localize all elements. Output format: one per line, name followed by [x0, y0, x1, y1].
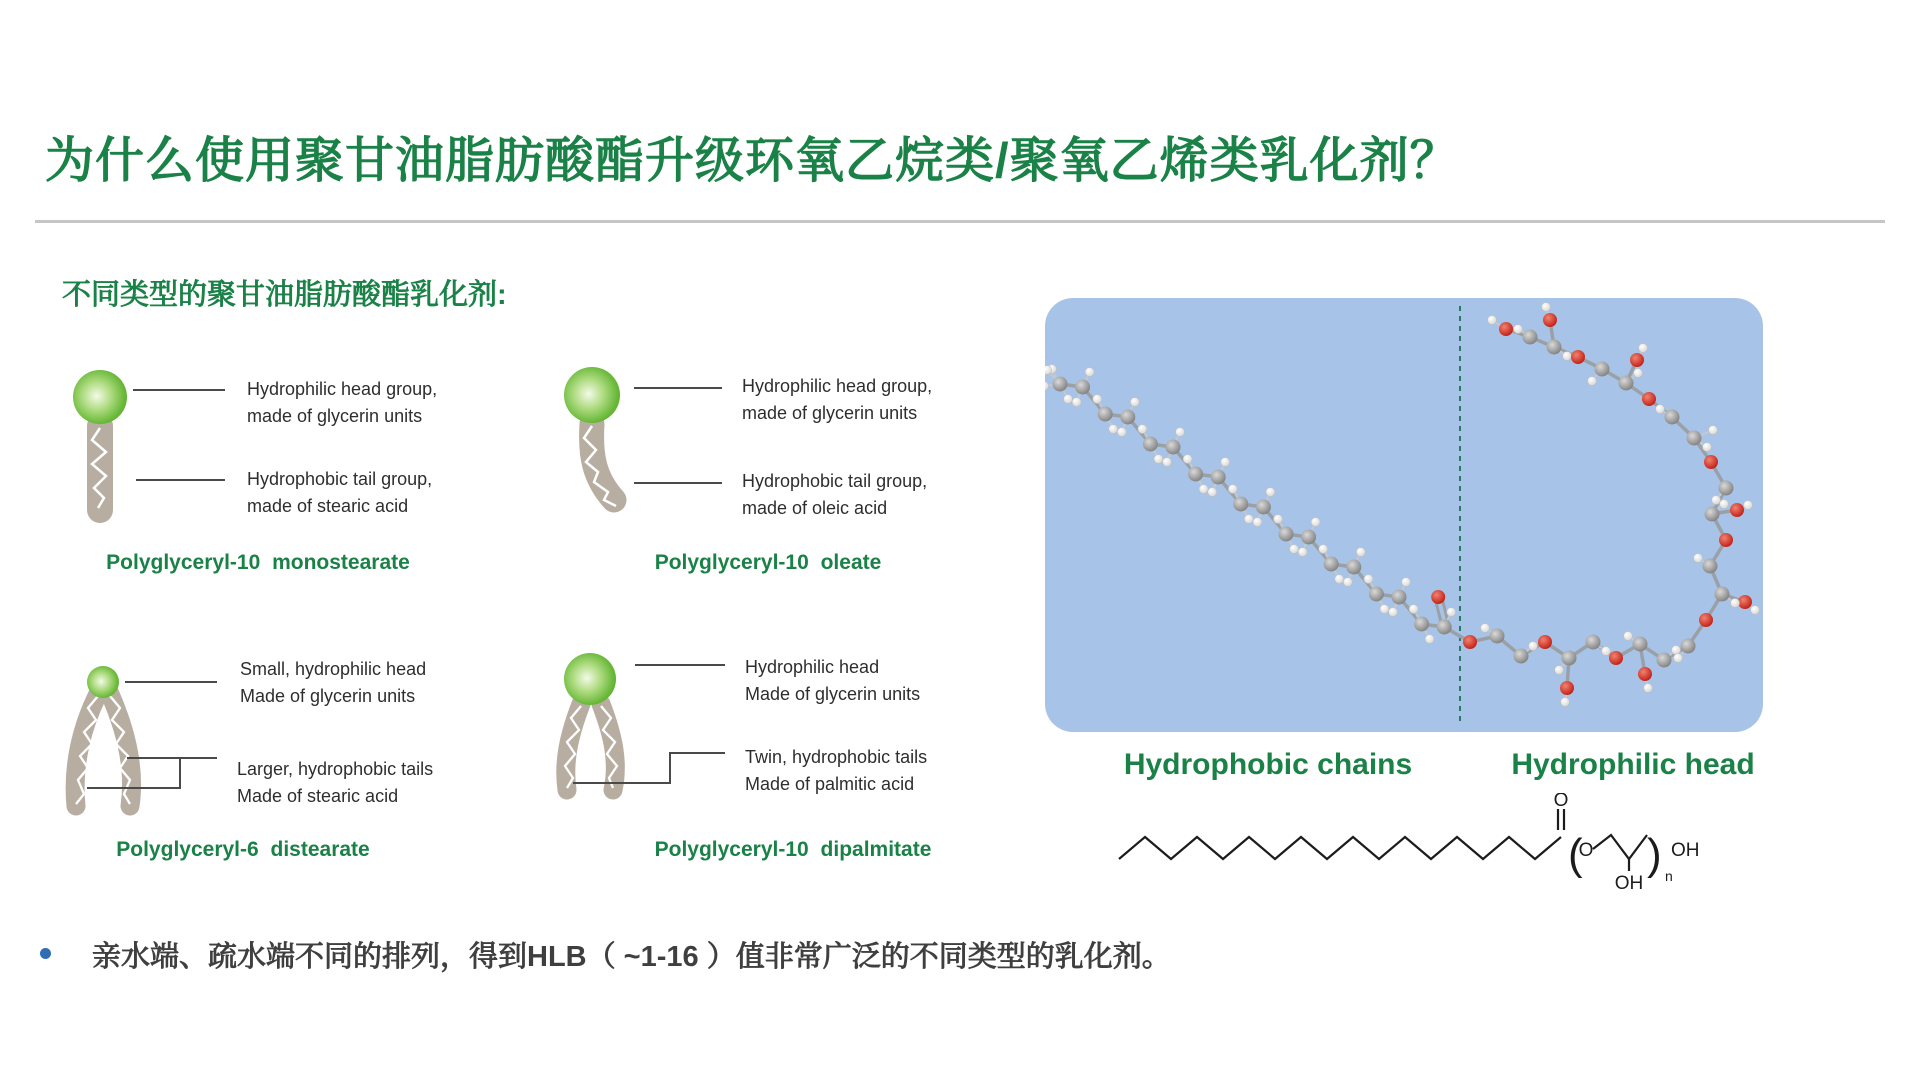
head-connector-line — [133, 389, 225, 391]
bullet-icon — [40, 948, 51, 959]
head-connector-line — [125, 681, 217, 683]
tail-connector-line — [634, 482, 722, 484]
head-connector-line — [635, 664, 725, 666]
close-paren: ) — [1647, 830, 1662, 879]
surfactant-icon-oleate — [550, 360, 660, 530]
n-subscript: n — [1665, 868, 1673, 884]
carbonyl-oxygen-label: O — [1553, 793, 1569, 811]
head-label — [745, 654, 920, 708]
open-paren: ( — [1568, 830, 1583, 879]
head-label-line1: Small, hydrophilic head — [240, 659, 427, 679]
head-label-line2: Made of glycerin units — [745, 684, 921, 704]
section-heading: 不同类型的聚甘油脂肪酸酯乳化剂: — [62, 279, 507, 311]
surfactant-icon-monostearate — [62, 364, 142, 534]
head-label-line1: Hydrophilic head group, — [247, 379, 438, 399]
molecule-illustration — [1045, 298, 1763, 732]
skeletal-formula — [1113, 793, 1713, 905]
head-label — [240, 656, 426, 710]
tail-bracket-connector — [565, 745, 735, 790]
head-label-line2: made of glycerin units — [742, 403, 918, 423]
head-label — [742, 373, 932, 427]
page-title: 为什么使用聚甘油脂肪酸酯升级环氧乙烷类/聚氧乙烯类乳化剂？ — [45, 134, 1460, 188]
hydrophilic-head-label: Hydrophilic head — [1511, 748, 1755, 781]
tail-label-line2: Made of stearic acid — [237, 786, 399, 806]
emulsifier-name: Polyglyceryl-10 oleate — [654, 551, 882, 574]
head-connector-line — [634, 387, 722, 389]
tail-label-line2: made of oleic acid — [742, 498, 888, 518]
tail-label-line2: Made of palmitic acid — [745, 774, 915, 794]
tail-label — [237, 756, 433, 810]
emulsifier-name: Polyglyceryl-6 distearate — [116, 838, 370, 861]
head-label-line2: made of glycerin units — [247, 406, 423, 426]
emulsifier-name: Polyglyceryl-10 dipalmitate — [654, 838, 932, 861]
tail-label — [745, 744, 927, 798]
tail-label — [247, 466, 432, 520]
tail-label-line1: Twin, hydrophobic tails — [745, 747, 928, 767]
hydrophobic-chains-label: Hydrophobic chains — [1123, 748, 1413, 781]
tail-label-line1: Hydrophobic tail group, — [742, 471, 928, 491]
head-label-line2: Made of glycerin units — [240, 686, 416, 706]
molecule-panel — [1045, 298, 1763, 732]
hydroxyl-label: OH — [1614, 873, 1644, 894]
tail-label — [742, 468, 927, 522]
tail-label-line1: Larger, hydrophobic tails — [237, 759, 434, 779]
title-divider — [35, 220, 1885, 223]
emulsifier-name: Polyglyceryl-10 monostearate — [106, 551, 410, 574]
head-label — [247, 376, 437, 430]
tail-connector-line — [136, 479, 225, 481]
ester-oxygen-label: O — [1578, 840, 1594, 861]
tail-label-line2: made of stearic acid — [247, 496, 409, 516]
bullet-text: 亲水端、疏水端不同的排列，得到HLB（ ~1-16 ）值非常广泛的不同类型的乳化剂。 — [92, 941, 1171, 973]
head-label-line1: Hydrophilic head group, — [742, 376, 933, 396]
tail-bracket-connector — [80, 750, 240, 800]
head-label-line1: Hydrophilic head — [745, 657, 880, 677]
terminal-hydroxyl-label: OH — [1671, 840, 1700, 861]
tail-label-line1: Hydrophobic tail group, — [247, 469, 433, 489]
surfactant-icon-distearate — [58, 648, 168, 828]
